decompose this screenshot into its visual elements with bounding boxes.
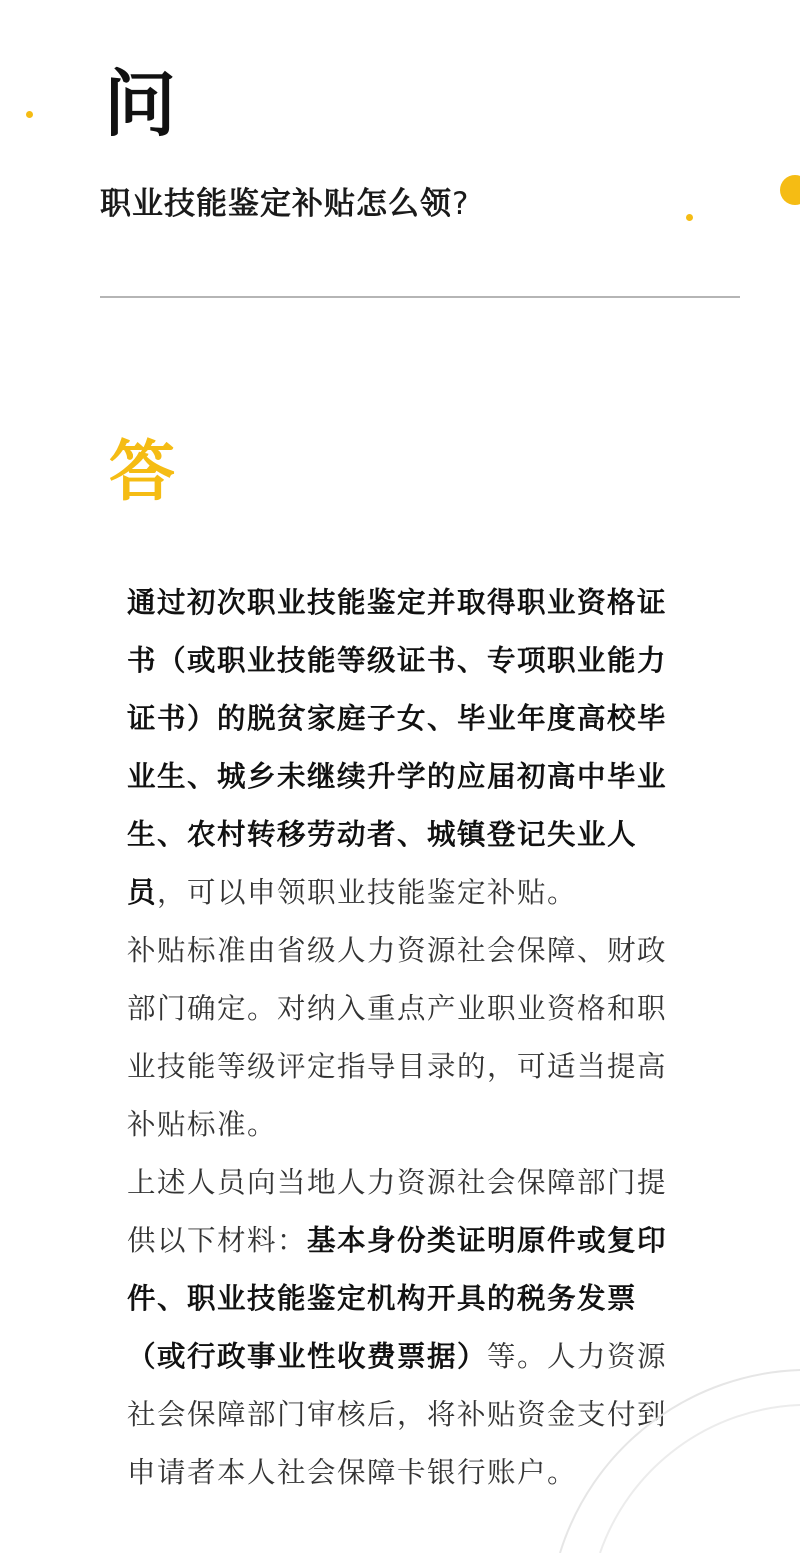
answer-p3-normal-b: 等。人力资源社会保障部门审核后，将补贴资金支付到申请者本人社会保障卡银行账户。 (127, 1340, 668, 1489)
question-title-text: 职业技能鉴定补贴怎么领 (100, 186, 452, 222)
question-title (100, 178, 740, 230)
answer-paragraph-2: 补贴标准由省级人力资源社会保障、财政部门确定。对纳入重点产业职业资格和职业技能等级评定指导目录的，可适当提高补贴标准。 (127, 934, 668, 1141)
decorative-arcs (520, 1350, 800, 1553)
divider-line (100, 296, 740, 298)
decorative-dot-left (26, 111, 33, 118)
question-mark: ? (452, 186, 470, 222)
question-icon: 问 (103, 61, 176, 146)
answer-paragraph-1 (127, 574, 693, 922)
answer-p3-bold: 基本身份类证明原件或复印件、职业技能鉴定机构开具的税务发票（或行政事业性收费票据） (127, 1224, 668, 1373)
decorative-circle-right (780, 175, 800, 205)
answer-p1-bold: 通过初次职业技能鉴定并取得职业资格证书（或职业技能等级证书、专项职业能力证书）的脱贫家庭子女、毕业年度高校毕业生、城乡未继续升学的应届初高中毕业生、农村转移劳动者、城镇登记失业人员 (127, 586, 668, 909)
answer-icon: 答 (109, 433, 175, 510)
answer-p3-normal-a: 上述人员向当地人力资源社会保障部门提供以下材料： (127, 1166, 668, 1257)
answer-p1-normal: ，可以申领职业技能鉴定补贴。 (157, 876, 578, 909)
